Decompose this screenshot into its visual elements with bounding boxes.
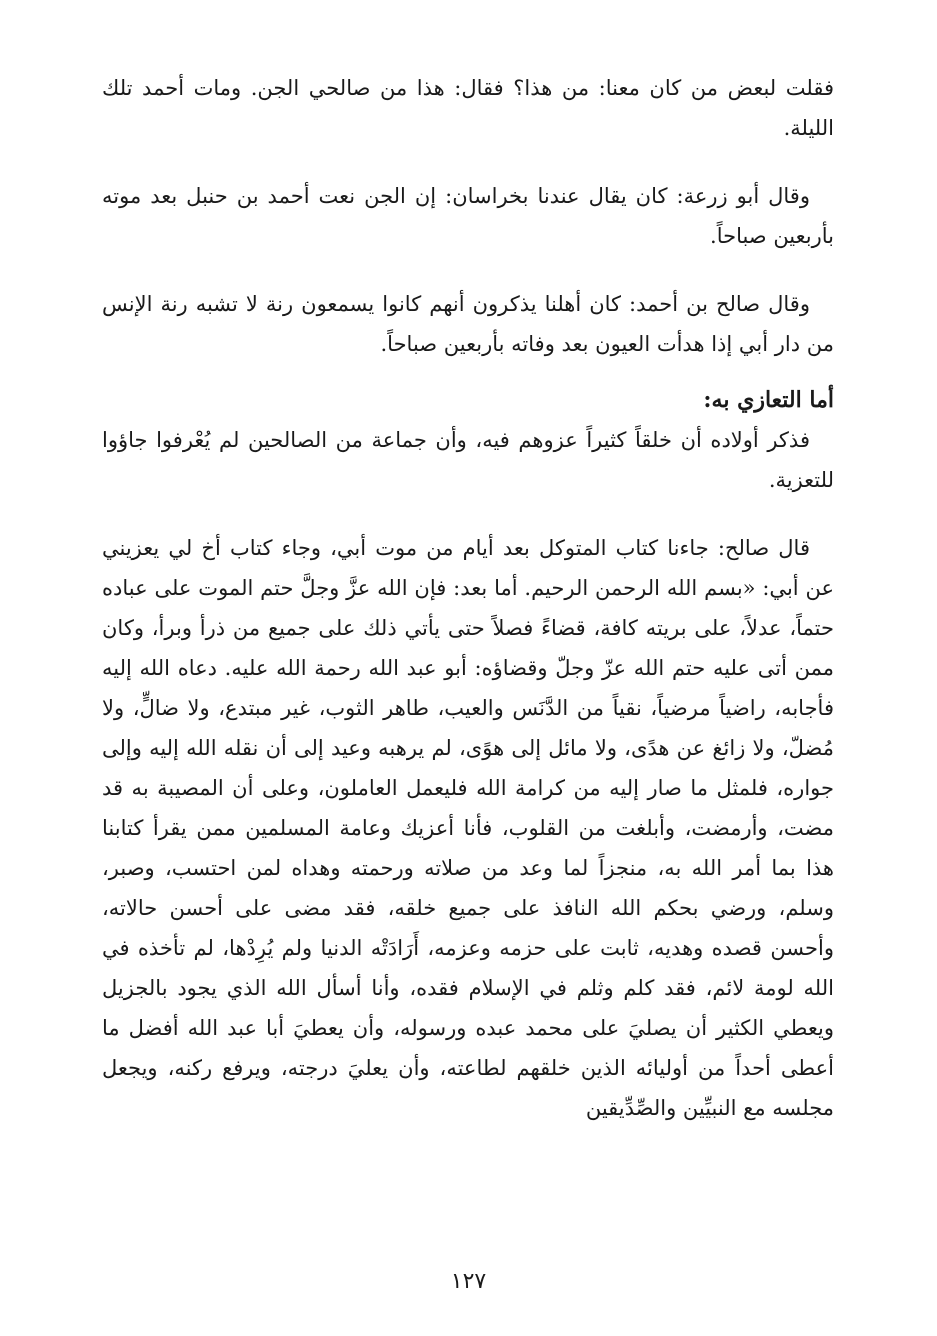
paragraph-condolers: فذكر أولاده أن خلقاً كثيراً عزوهم فيه، وأن جماعة من الصالحين لم يُعْرفوا جاؤوا للتعزية. (102, 428, 834, 492)
paragraph-abu-zura: وقال أبو زرعة: كان يقال عندنا بخراسان: إن الجن نعت أحمد بن حنبل بعد موته بأربعين صباحاً. (102, 184, 834, 248)
paragraph-salih-ibn-ahmad: وقال صالح بن أحمد: كان أهلنا يذكرون أنهم كانوا يسمعون رنة لا تشبه رنة الإنس من دار أبي إذا هدأت العيون بعد وفاته بأربعين صباحاً. (102, 292, 834, 356)
paragraph-jinn-death: فقلت لبعض من كان معنا: من هذا؟ فقال: هذا من صالحي الجن. ومات أحمد تلك الليلة. (102, 76, 834, 140)
page-body (102, 68, 834, 1248)
page-number: ١٢٧ (450, 1269, 487, 1294)
section-heading-condolences: أما التعازي به: (703, 387, 834, 413)
paragraph-condolence-letter: قال صالح: جاءنا كتاب المتوكل بعد أيام من موت أبي، وجاء كتاب أخ لي يعزيني عن أبي: «بسم الله الرحمن الرحيم. أما بعد: فإن الله عزَّ وجلَّ حتم الموت على عباده حتماً، عدلاً، على بريته كافة، قضاءً فصلاً حتى يأتي ذلك على جميع من ذرأ وبرأ، وكان ممن أتى عليه حتم الله عزّ وجلّ وقضاؤه: أبو عبد الله رحمة الله عليه. دعاه الله إليه فأجابه، راضياً مرضياً، نقياً من الدَّنَس والعيب، طاهر الثوب، غير مبتدع، ولا ضالٍّ، ولا مُضلّ، ولا زائغ عن هدًى، ولا مائل إلى هوًى، لم يرهبه وعيد إلى أن نقله الله إليه وإلى جواره، فلمثل ما صار إليه من كرامة الله فليعمل العاملون، وعلى أن المصيبة به قد مضت، وأرمضت، وأبلغت من القلوب، فأنا أعزيك وعامة المسلمين ممن يقرأ كتابنا هذا بما أمر الله به، منجزاً لما وعد من صلاته ورحمته وهداه لمن احتسب، وصبر، وسلم، ورضي بحكم الله النافذ على جميع خلقه، فقد مضى على أحسن حالاته، وأحسن قصده وهديه، ثابت على حزمه وعزمه، أَرَادَتْه الدنيا ولم يُرِدْها، لم تأخذه في الله لومة لائم، فقد كلم وثلم في الإسلام فقده، وأنا أسأل الله الذي يجود بالجزيل ويعطي الكثير أن يصليَ على محمد عبده ورسوله، وأن يعطيَ أبا عبد الله أفضل ما أعطى أحداً من أوليائه الذين خلقهم لطاعته، وأن يعليَ درجته، ويرفع ركنه، ويجعل مجلسه مع النبيِّين والصِّدِّيقين (102, 536, 834, 1120)
